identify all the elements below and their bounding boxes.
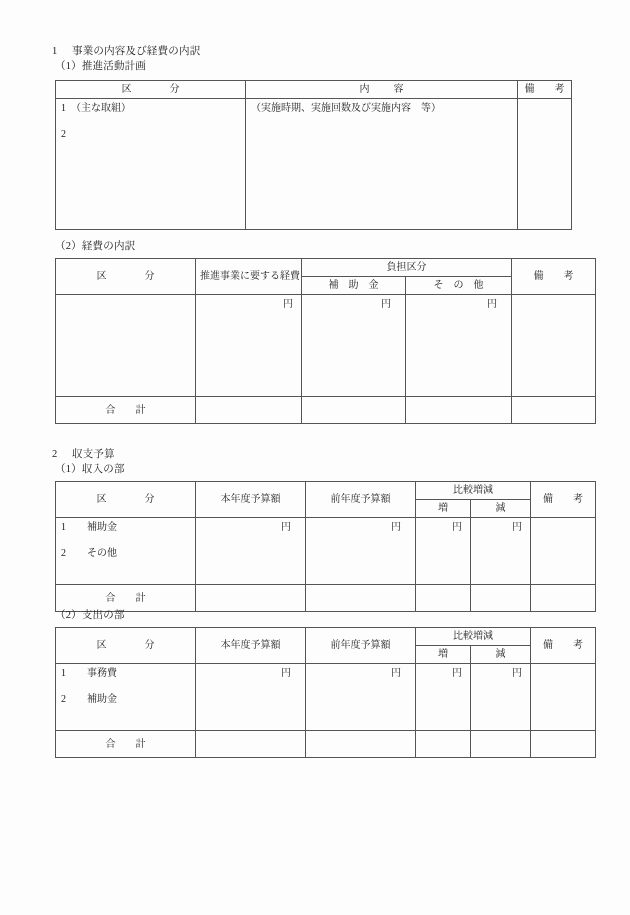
header-content-label: 内 容 — [359, 84, 411, 95]
subsection-2-2-title: 支出の部 — [81, 610, 125, 621]
income-entry-1-name: 補助金 — [87, 522, 117, 533]
total-previous-year[interactable] — [306, 731, 416, 758]
cell-decrease-unit: 円 — [512, 668, 522, 679]
section-2-heading — [52, 448, 115, 462]
total-remarks[interactable] — [531, 731, 596, 758]
header-previous-year-label: 前年度予算額 — [330, 494, 391, 505]
section-1-heading — [52, 45, 200, 59]
total-label: 合 計 — [105, 404, 146, 416]
cell-category-entries[interactable] — [56, 99, 246, 230]
cell-increase[interactable] — [416, 518, 471, 585]
total-required-expense[interactable] — [196, 397, 302, 424]
header-increase — [416, 500, 471, 518]
header-subsidy-label: 補 助 金 — [328, 280, 379, 291]
header-remarks — [531, 628, 596, 664]
header-remarks-label: 備 考 — [543, 640, 588, 651]
header-category — [56, 628, 196, 664]
expenditure-entry-1 — [61, 667, 195, 680]
entry-spacer — [61, 680, 195, 693]
expenditure-entry-1-no: 1 — [61, 668, 66, 679]
cell-remarks-entries[interactable] — [518, 99, 572, 230]
header-category-label: 区 分 — [96, 640, 169, 651]
header-category — [56, 259, 196, 295]
cell-current-year-unit: 円 — [281, 668, 291, 679]
header-current-year — [196, 628, 306, 664]
header-decrease — [471, 500, 531, 518]
total-label-cell — [56, 731, 196, 758]
cell-increase-unit: 円 — [452, 668, 462, 679]
header-decrease-label: 減 — [495, 649, 506, 660]
table-total-row — [56, 731, 596, 758]
expense-breakdown-table — [55, 258, 596, 424]
cell-subsidy[interactable] — [302, 295, 406, 397]
income-entry-2 — [61, 547, 195, 560]
subsection-2-1-title: 収入の部 — [81, 464, 125, 475]
cell-other-unit: 円 — [487, 299, 497, 310]
header-increase — [416, 646, 471, 664]
header-decrease — [471, 646, 531, 664]
entry-spacer — [61, 115, 245, 128]
header-decrease-label: 減 — [495, 503, 506, 514]
header-increase-label: 増 — [438, 649, 448, 660]
total-decrease[interactable] — [471, 731, 531, 758]
header-remarks — [512, 259, 596, 295]
table-header-row-top — [56, 628, 596, 646]
subsection-1-2-heading — [55, 240, 135, 254]
section-1-title: 事業の内容及び経費の内訳 — [72, 46, 201, 57]
income-entry-1 — [61, 521, 195, 534]
subsection-2-1-number: （1） — [55, 464, 82, 475]
header-remarks — [531, 482, 596, 518]
income-table — [55, 481, 596, 612]
header-other — [406, 277, 512, 295]
entry-1-category: 1 （主な取組） — [61, 103, 131, 114]
cell-subsidy-unit: 円 — [381, 299, 391, 310]
cell-remarks[interactable] — [512, 295, 596, 397]
header-other-label: そ の 他 — [433, 280, 484, 291]
header-previous-year — [306, 628, 416, 664]
table-total-row — [56, 397, 596, 424]
total-label: 合 計 — [105, 738, 146, 750]
subsection-1-2-title: 経費の内訳 — [81, 241, 136, 252]
header-burden-group — [302, 259, 512, 277]
subsection-1-2-number: （2） — [55, 241, 82, 252]
section-1-number: 1 — [52, 46, 58, 57]
cell-decrease[interactable] — [471, 664, 531, 731]
subsection-2-1-heading — [55, 463, 125, 477]
table-row — [56, 518, 596, 585]
total-current-year[interactable] — [196, 585, 306, 612]
cell-previous-year[interactable] — [306, 664, 416, 731]
header-increase-label: 増 — [438, 503, 448, 514]
table-row — [56, 664, 596, 731]
total-decrease[interactable] — [471, 585, 531, 612]
header-content — [246, 81, 518, 99]
entry-2-category: 2 — [61, 129, 66, 140]
header-comparison-group — [416, 628, 531, 646]
subsection-1-1-heading — [55, 60, 146, 74]
header-category-label: 区 分 — [121, 84, 194, 95]
cell-other[interactable] — [406, 295, 512, 397]
header-current-year-label: 本年度予算額 — [220, 640, 281, 651]
header-remarks-label: 備 考 — [543, 494, 588, 505]
cell-current-year[interactable] — [196, 518, 306, 585]
expenditure-entry-2-name: 補助金 — [87, 694, 117, 705]
header-comparison-group-label: 比較増減 — [453, 485, 493, 496]
header-remarks-label: 備 考 — [533, 271, 579, 282]
subsection-1-1-number: （1） — [55, 61, 82, 72]
header-category — [56, 482, 196, 518]
total-current-year[interactable] — [196, 731, 306, 758]
total-remarks[interactable] — [512, 397, 596, 424]
cell-remarks[interactable] — [531, 664, 596, 731]
table-row — [56, 295, 596, 397]
header-required-expense — [196, 259, 302, 295]
header-current-year — [196, 482, 306, 518]
subsection-2-2-number: （2） — [55, 610, 82, 621]
header-comparison-group — [416, 482, 531, 500]
total-increase[interactable] — [416, 585, 471, 612]
activity-plan-table — [55, 80, 572, 230]
header-comparison-group-label: 比較増減 — [453, 631, 493, 642]
cell-decrease[interactable] — [471, 518, 531, 585]
section-2-title: 収支予算 — [72, 449, 115, 460]
total-label-cell — [56, 397, 196, 424]
header-category — [56, 81, 246, 99]
total-remarks[interactable] — [531, 585, 596, 612]
header-previous-year — [306, 482, 416, 518]
entry-spacer — [61, 534, 195, 547]
expenditure-table — [55, 627, 596, 758]
cell-category-entries[interactable] — [56, 518, 196, 585]
cell-current-year-unit: 円 — [281, 522, 291, 533]
total-label: 合 計 — [105, 592, 146, 604]
total-label-cell — [56, 585, 196, 612]
cell-increase[interactable] — [416, 664, 471, 731]
cell-decrease-unit: 円 — [512, 522, 522, 533]
cell-category[interactable] — [56, 295, 196, 397]
total-previous-year[interactable] — [306, 585, 416, 612]
expenditure-entry-2-no: 2 — [61, 694, 66, 705]
entry-1-content: （実施時期、実施回数及び実施内容 等） — [251, 103, 441, 114]
table-header-row — [56, 81, 572, 99]
header-category-label: 区 分 — [96, 271, 169, 282]
cell-current-year[interactable] — [196, 664, 306, 731]
header-required-expense-label: 推進事業に要する経費 — [200, 271, 300, 282]
subsection-2-2-heading — [55, 609, 125, 623]
header-previous-year-label: 前年度予算額 — [330, 640, 391, 651]
table-header-row-top — [56, 482, 596, 500]
cell-required-expense-unit: 円 — [283, 299, 293, 310]
cell-content-entries[interactable] — [246, 99, 518, 230]
table-total-row — [56, 585, 596, 612]
expenditure-entry-2 — [61, 693, 195, 706]
income-entry-2-no: 2 — [61, 548, 66, 559]
cell-increase-unit: 円 — [452, 522, 462, 533]
header-remarks-label: 備 考 — [524, 84, 570, 95]
cell-previous-year-unit: 円 — [391, 668, 401, 679]
total-other[interactable] — [406, 397, 512, 424]
expenditure-entry-1-name: 事務費 — [87, 668, 117, 679]
header-category-label: 区 分 — [96, 494, 169, 505]
header-current-year-label: 本年度予算額 — [220, 494, 281, 505]
subsection-1-1-title: 推進活動計画 — [81, 61, 147, 72]
cell-previous-year[interactable] — [306, 518, 416, 585]
header-subsidy — [302, 277, 406, 295]
section-2-number: 2 — [52, 449, 58, 460]
cell-category-entries[interactable] — [56, 664, 196, 731]
total-increase[interactable] — [416, 731, 471, 758]
table-header-row-top — [56, 259, 596, 277]
cell-required-expense[interactable] — [196, 295, 302, 397]
cell-previous-year-unit: 円 — [391, 522, 401, 533]
table-row — [56, 99, 572, 230]
income-entry-2-name: その他 — [87, 548, 117, 559]
header-remarks — [518, 81, 572, 99]
total-subsidy[interactable] — [302, 397, 406, 424]
income-entry-1-no: 1 — [61, 522, 66, 533]
cell-remarks[interactable] — [531, 518, 596, 585]
header-burden-group-label: 負担区分 — [386, 262, 427, 273]
